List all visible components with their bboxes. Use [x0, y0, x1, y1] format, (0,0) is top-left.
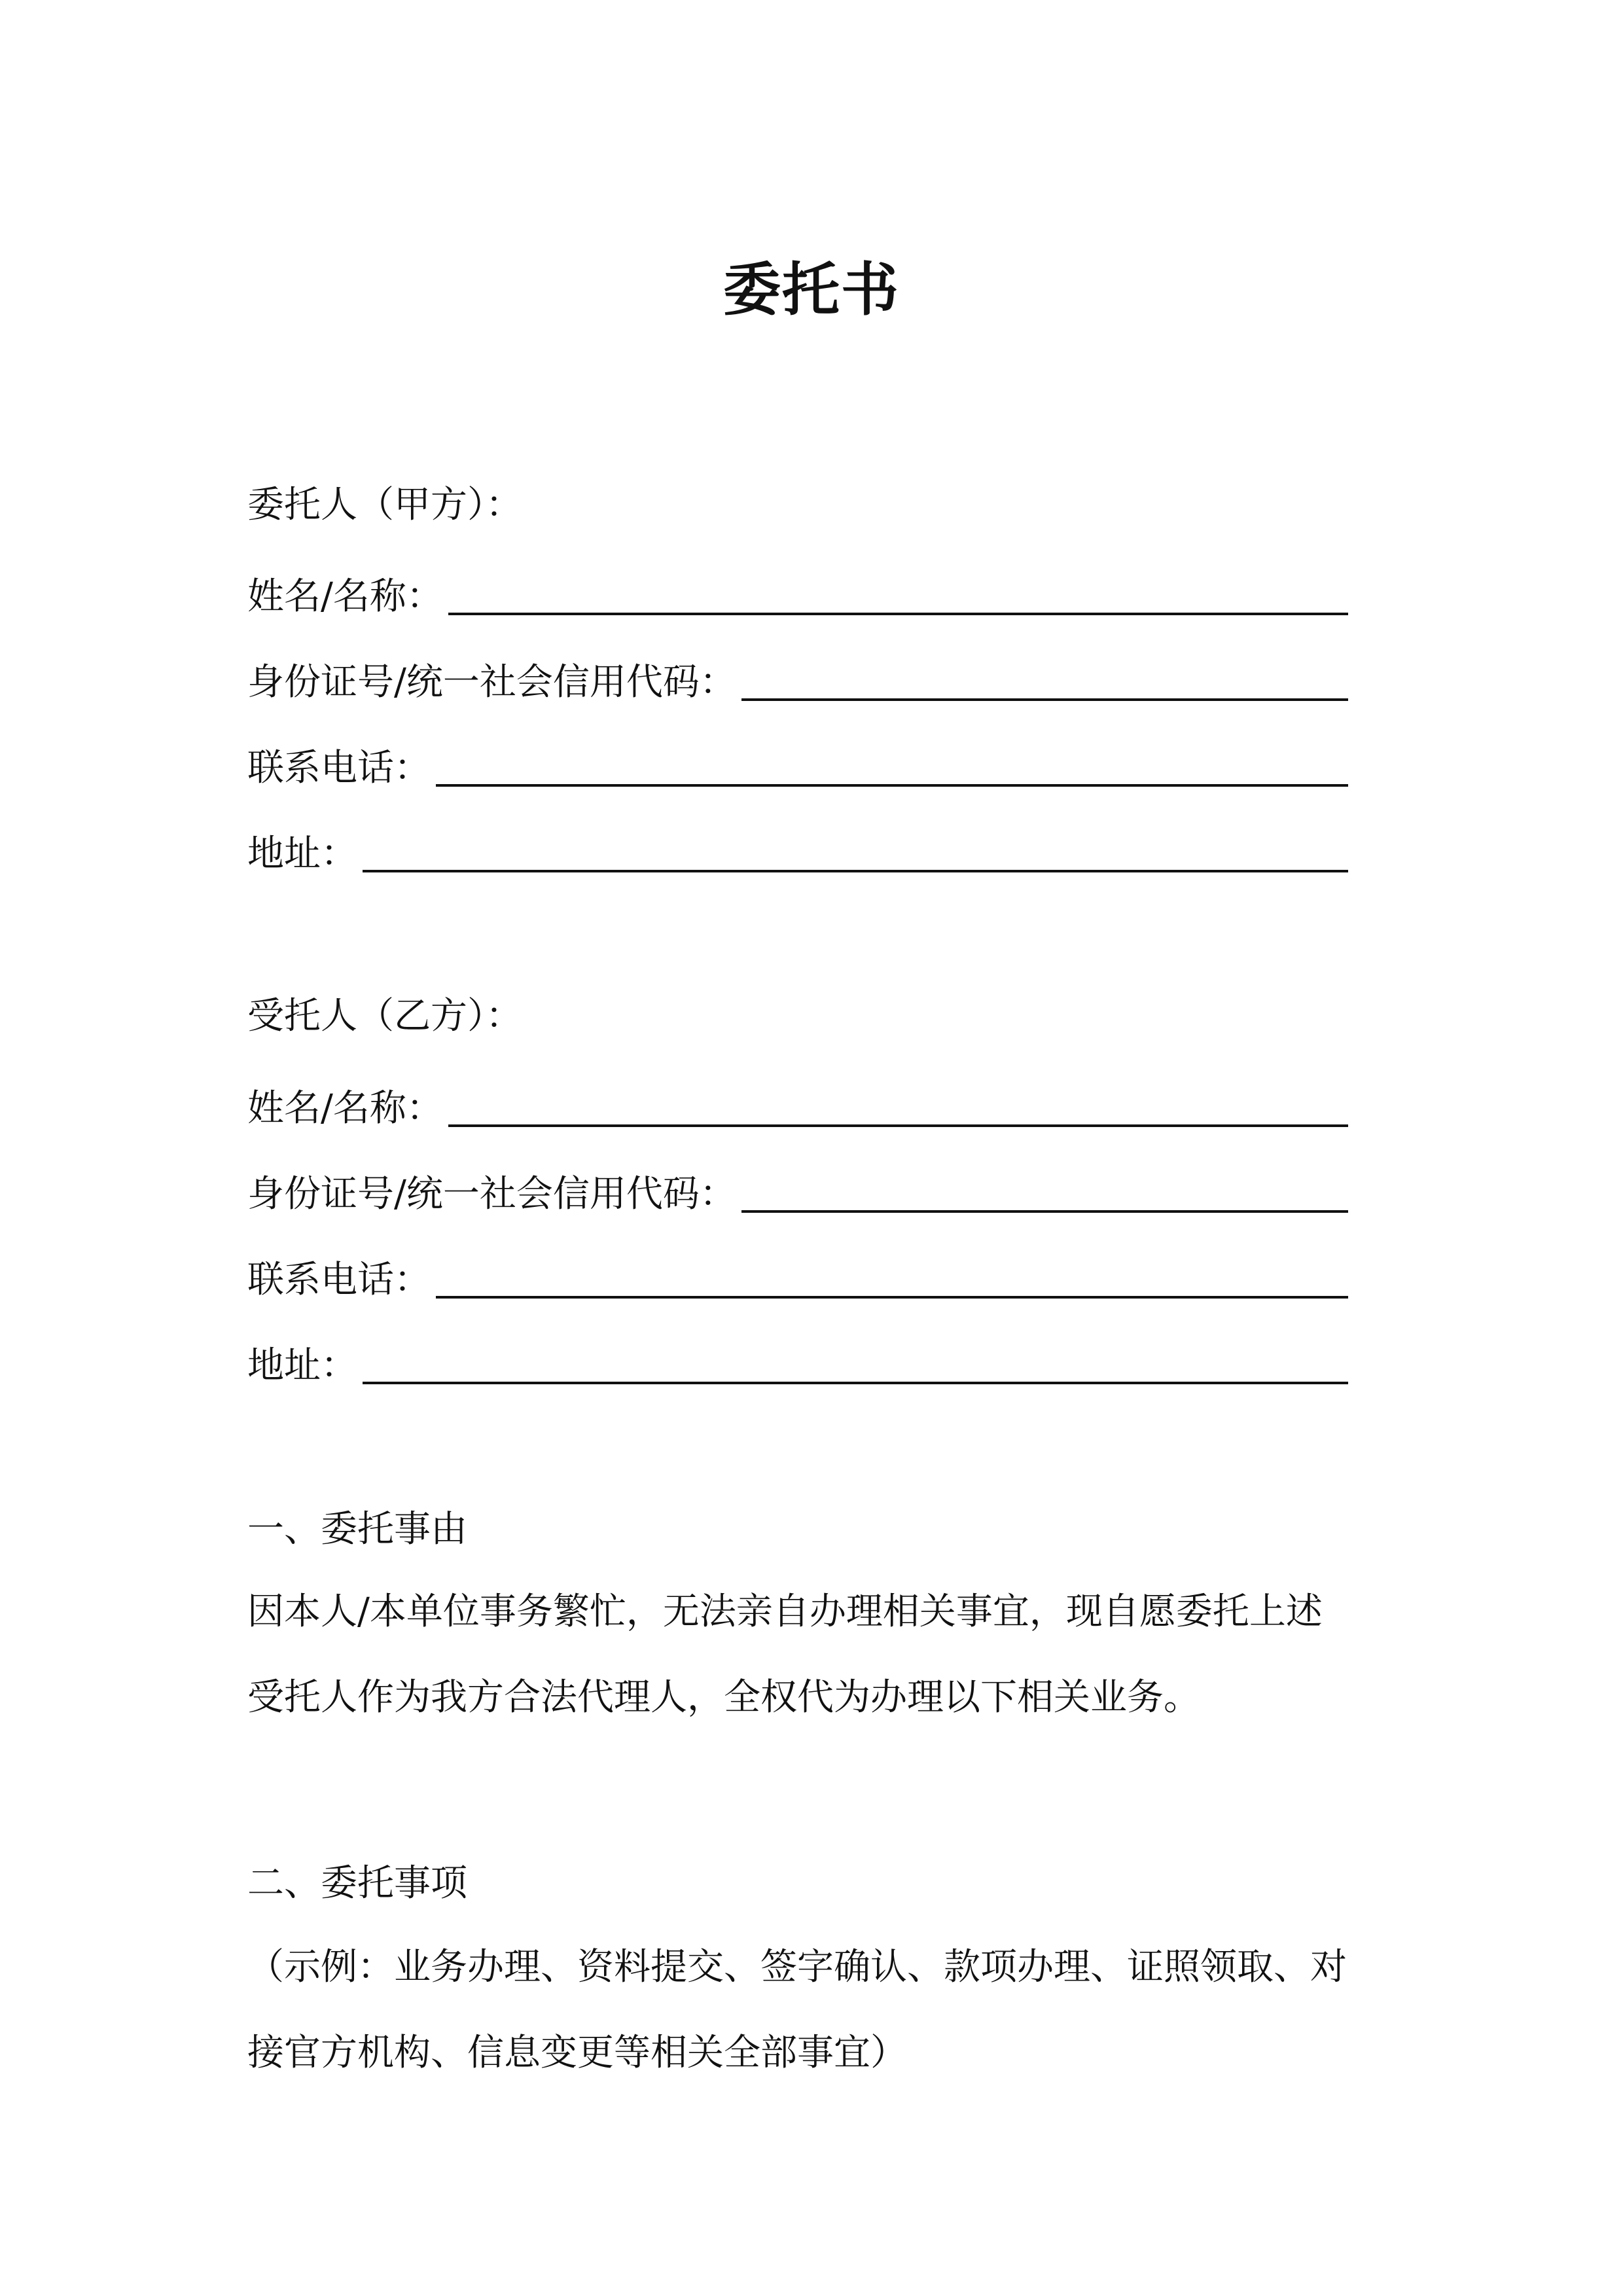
section1-line-2: 受托人作为我方合法代理人，全权代为办理以下相关业务。	[247, 1676, 1200, 1719]
agent-id-label: 身份证号/统一社会信用代码：	[247, 1173, 736, 1215]
agent-phone-blank[interactable]	[436, 1296, 1348, 1299]
agent-name-label: 姓名/名称：	[247, 1087, 443, 1130]
principal-phone-label: 联系电话：	[247, 747, 431, 789]
principal-id-blank[interactable]	[741, 698, 1348, 701]
principal-name-field[interactable]	[247, 571, 1348, 623]
agent-heading: 受托人（乙方）：	[247, 995, 522, 1037]
section1-line-1: 因本人/本单位事务繁忙，无法亲自办理相关事宜，现自愿委托上述	[247, 1590, 1323, 1633]
agent-phone-label: 联系电话：	[247, 1259, 431, 1301]
section2-heading: 二、委托事项	[247, 1862, 467, 1905]
principal-phone-blank[interactable]	[436, 784, 1348, 787]
agent-name-blank[interactable]	[448, 1124, 1348, 1127]
principal-address-field[interactable]	[247, 828, 1348, 880]
principal-id-field[interactable]	[247, 656, 1348, 709]
agent-address-field[interactable]	[247, 1340, 1348, 1392]
section1-heading: 一、委托事由	[247, 1508, 467, 1551]
section2-line-1: （示例：业务办理、资料提交、签字确认、款项办理、证照领取、对	[247, 1946, 1347, 1988]
agent-phone-field[interactable]	[247, 1254, 1348, 1306]
agent-name-field[interactable]	[247, 1083, 1348, 1135]
agent-id-blank[interactable]	[741, 1210, 1348, 1213]
principal-phone-field[interactable]	[247, 742, 1348, 795]
principal-address-blank[interactable]	[363, 870, 1348, 872]
document-title: 委托书	[722, 255, 900, 323]
agent-address-label: 地址：	[247, 1344, 357, 1387]
principal-name-blank[interactable]	[448, 613, 1348, 615]
agent-address-blank[interactable]	[363, 1382, 1348, 1384]
principal-heading: 委托人（甲方）：	[247, 484, 522, 526]
principal-address-label: 地址：	[247, 833, 357, 875]
agent-id-field[interactable]	[247, 1168, 1348, 1221]
section2-line-2: 接官方机构、信息变更等相关全部事宜）	[247, 2032, 907, 2074]
principal-id-label: 身份证号/统一社会信用代码：	[247, 661, 736, 704]
principal-name-label: 姓名/名称：	[247, 575, 443, 618]
